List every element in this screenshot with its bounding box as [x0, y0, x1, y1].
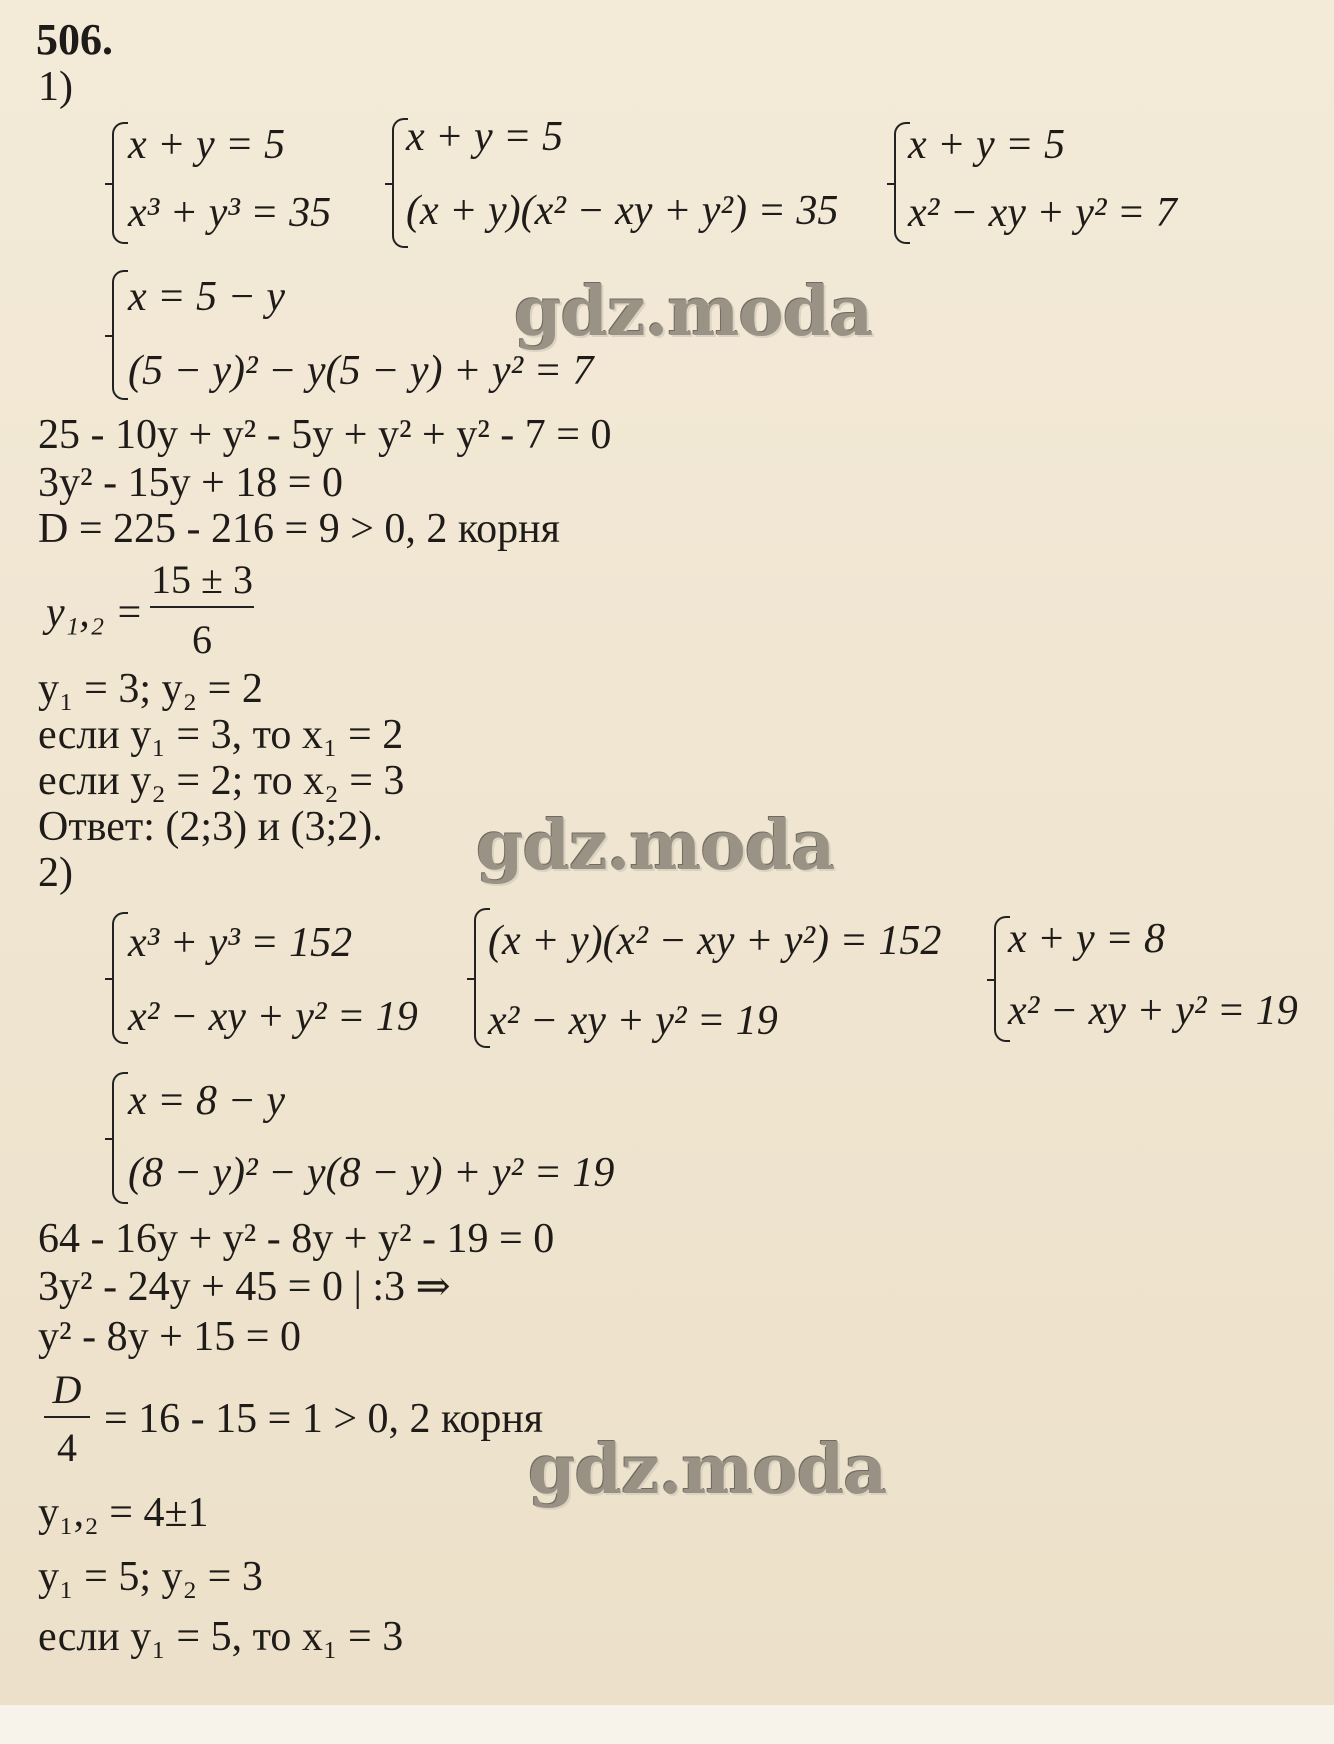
task-number: 506.: [36, 15, 113, 64]
p1-system1-eq1: x + y = 5: [128, 122, 285, 168]
p1-roots: y₁ = 3; y₂ = 2: [38, 666, 263, 712]
p1-system2-eq1: x + y = 5: [406, 114, 563, 160]
p1-system4-eq2: (5 − y)² − y(5 − y) + y² = 7: [128, 348, 594, 394]
p1-answer: Ответ: (2;3) и (3;2).: [38, 804, 383, 850]
p1-system2-eq2: (x + y)(x² − xy + y²) = 35: [406, 188, 839, 234]
p1-system3-eq1: x + y = 5: [908, 122, 1065, 168]
p2-system3-eq1: x + y = 8: [1008, 916, 1165, 962]
p1-line3: D = 225 - 216 = 9 > 0, 2 корня: [38, 506, 560, 552]
p2-system4-eq1: x = 8 − y: [128, 1078, 285, 1124]
p1-system3-eq2: x² − xy + y² = 7: [908, 190, 1177, 236]
p2-line3: y² - 8y + 15 = 0: [38, 1314, 301, 1360]
watermark: gdz.moda: [476, 806, 835, 886]
p1-case2: если y₂ = 2; то x₂ = 3: [38, 758, 405, 804]
page-bottom-margin: [0, 1705, 1334, 1744]
p1-fraction: [150, 557, 254, 662]
p2-system1-eq1: x³ + y³ = 152: [128, 920, 353, 966]
p2-line2: 3y² - 24y + 45 = 0 | :3 ⇒: [38, 1264, 451, 1310]
part2-label: 2): [38, 850, 73, 896]
p2-system1-eq2: x² − xy + y² = 19: [128, 994, 418, 1040]
watermark: gdz.moda: [528, 1430, 887, 1510]
system-brace: [112, 912, 128, 1044]
p2-line1: 64 - 16y + y² - 8y + y² - 19 = 0: [38, 1216, 555, 1262]
p2-roots-formula: y₁,₂ = 4±1: [38, 1490, 209, 1536]
p2-frac-numerator: D: [52, 1367, 82, 1412]
p1-system4-eq1: x = 5 − y: [128, 274, 285, 320]
p2-case1: если y₁ = 5, то x₁ = 3: [38, 1614, 404, 1660]
p2-frac-rhs: = 16 - 15 = 1 > 0, 2 корня: [104, 1396, 544, 1442]
part1-label: 1): [38, 64, 73, 110]
p1-line2: 3y² - 15y + 18 = 0: [38, 460, 343, 506]
p2-system2-eq1: (x + y)(x² − xy + y²) = 152: [488, 918, 942, 964]
fraction-bar: [150, 606, 254, 608]
p1-system1-eq2: x³ + y³ = 35: [128, 190, 332, 236]
p1-frac-denominator: 6: [192, 617, 212, 662]
p1-frac-numerator: 15 ± 3: [151, 557, 253, 602]
p1-line1: 25 - 10y + y² - 5y + y² + y² - 7 = 0: [38, 412, 612, 458]
p2-system4-eq2: (8 − y)² − y(8 − y) + y² = 19: [128, 1150, 615, 1196]
p2-roots: y₁ = 5; y₂ = 3: [38, 1554, 263, 1600]
p2-fraction: [44, 1367, 90, 1470]
system-brace: [112, 1072, 128, 1204]
system-brace: [112, 122, 128, 244]
p1-frac-lhs: y₁,₂ =: [46, 590, 144, 636]
fraction-bar: [44, 1416, 90, 1418]
p1-case1: если y₁ = 3, то x₁ = 2: [38, 712, 404, 758]
watermark: gdz.moda: [514, 272, 873, 352]
system-brace: [112, 270, 128, 400]
p2-system2-eq2: x² − xy + y² = 19: [488, 998, 778, 1044]
p2-frac-denominator: 4: [57, 1425, 77, 1470]
p2-system3-eq2: x² − xy + y² = 19: [1008, 988, 1298, 1034]
